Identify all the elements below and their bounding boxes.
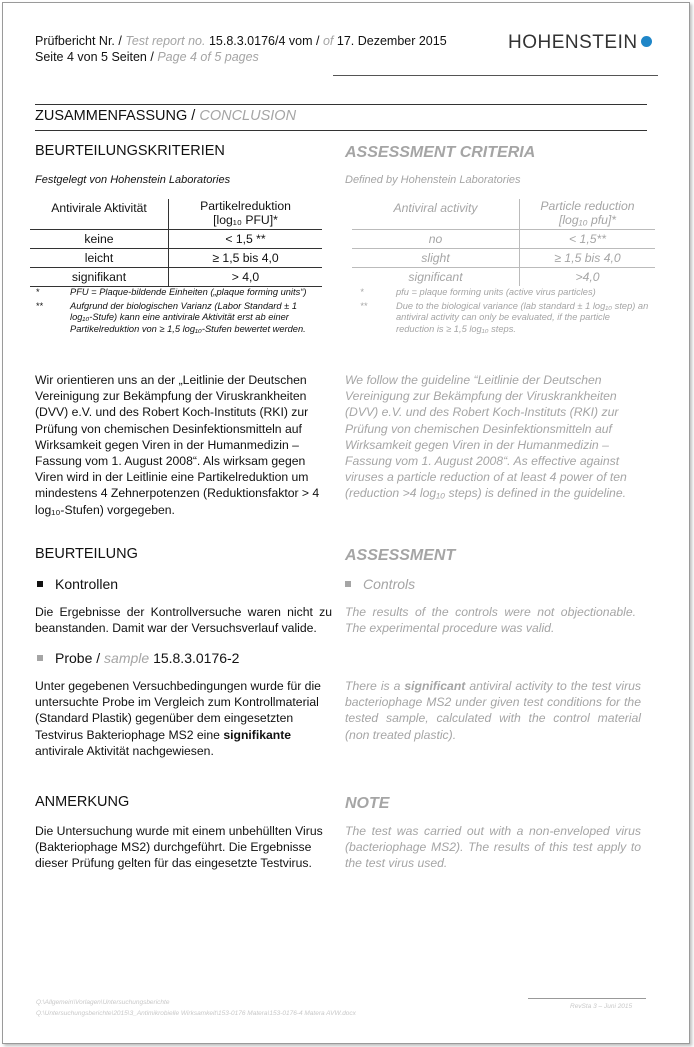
table-cell: < 1,5** [520, 230, 656, 249]
table-cell: leicht [30, 249, 169, 268]
footer-version: RevSta 3 – Juni 2015 [570, 1003, 633, 1010]
date-label-en: of [322, 34, 334, 48]
col-header-reduction [520, 199, 656, 230]
sample-text-de-part2: antivirale Aktivität nachgewiesen. [35, 743, 214, 758]
footnotes-en [360, 287, 650, 335]
sample-text-de-emphasis: signifikante [223, 727, 292, 742]
assessment-heading-de: BEURTEILUNG [35, 546, 138, 562]
col-header-reduction-line2: [log₁₀ PFU]* [213, 213, 278, 227]
sample-number: 15.8.3.0176-2 [153, 650, 240, 666]
footnote [36, 287, 314, 299]
col-header-reduction-line1: Particle reduction [540, 199, 635, 213]
table-cell: keine [30, 230, 169, 249]
table-cell: ≥ 1,5 bis 4,0 [520, 249, 656, 268]
logo-dot-icon [641, 36, 652, 47]
criteria-heading-de: BEURTEILUNGSKRITERIEN [35, 143, 225, 159]
controls-label-en: Controls [363, 576, 416, 592]
controls-subheading-de [37, 576, 118, 592]
table-cell: slight [352, 249, 520, 268]
conclusion-rule-top [35, 104, 647, 105]
footnote-text: PFU = Plaque-bildende Einheiten („plaque forming units“) [70, 287, 307, 297]
table-row [352, 268, 655, 287]
assessment-heading-en: ASSESSMENT [345, 547, 456, 564]
col-header-activity: Antiviral activity [352, 199, 520, 230]
footnote [360, 301, 650, 336]
conclusion-title-de: ZUSAMMENFASSUNG / [35, 108, 196, 124]
bullet-icon [37, 581, 43, 587]
footnote-text: Aufgrund der biologischen Varianz (Labor Standard ± 1 log₁₀-Stufe) kann eine antivirale Aktivität erst ab einer Partikelreduktion von ≥ 1,5 log₁₀-Stufen bewertet werden. [70, 300, 306, 334]
controls-subheading-en [345, 576, 415, 592]
table-cell: >4,0 [575, 270, 600, 284]
header-divider [333, 75, 658, 76]
footer-paths [36, 997, 476, 1019]
sample-label-de: Probe / [55, 650, 101, 666]
report-label-de: Prüfbericht Nr. / [35, 34, 122, 48]
col-header-reduction [169, 199, 323, 230]
conclusion-title [35, 108, 296, 124]
table-cell: > 4,0 [169, 268, 323, 287]
table-cell: ≥ 1,5 bis 4,0 [169, 249, 323, 268]
controls-text-en: The results of the controls were not objectionable. The experimental procedure was valid. [345, 605, 636, 636]
table-row [352, 230, 655, 249]
sample-text-de [35, 678, 325, 759]
report-number: 15.8.3.0176/4 [208, 34, 286, 48]
footnote [360, 287, 650, 299]
bullet-icon [345, 581, 351, 587]
sample-text-en [345, 678, 641, 743]
col-header-activity: Antivirale Aktivität [30, 199, 169, 230]
criteria-subtitle-de: Festgelegt von Hohenstein Laboratories [35, 174, 231, 186]
table-cell: signifikant [30, 268, 169, 287]
controls-label-de: Kontrollen [55, 576, 119, 592]
page-count-line [35, 49, 475, 65]
table-header-row [352, 199, 655, 230]
hohenstein-logo [508, 32, 652, 54]
footer-divider [528, 998, 646, 999]
sample-text-en-emphasis: significant [404, 679, 466, 693]
footnote-mark: * [36, 287, 40, 297]
criteria-heading-en: ASSESSMENT CRITERIA [345, 144, 536, 161]
sample-text-de-part1: Unter gegebenen Versuchbedingungen wurde für die untersuchte Probe im Vergleich zum Kontrollmaterial (Standard Plastik) gegenüber dem eingesetzten Testvirus Bakteriophage MS2 eine [35, 679, 321, 742]
table-cell: significant [352, 268, 520, 287]
table-header-row [30, 199, 322, 230]
footnote-mark: ** [360, 300, 368, 311]
note-heading-en: NOTE [345, 795, 390, 812]
report-label-en: Test report no. [125, 34, 206, 48]
table-row [30, 249, 322, 268]
table-row [30, 268, 322, 287]
report-number-line [35, 33, 475, 49]
note-heading-de: ANMERKUNG [35, 794, 130, 810]
footnote [36, 301, 314, 336]
criteria-table-de [30, 199, 322, 287]
footnote-mark: * [360, 287, 364, 297]
conclusion-rule-bottom [35, 130, 647, 131]
report-header [35, 33, 475, 65]
criteria-table-en [352, 199, 655, 286]
criteria-subtitle-en: Defined by Hohenstein Laboratories [345, 174, 521, 186]
report-date: 17. Dezember 2015 [336, 34, 447, 48]
sample-subheading-de [37, 650, 239, 666]
footer-document-path: Q:\Untersuchungsberichte\2015\3_Antimikrobielle Wirksamkeit\153-0176 Matera\153-0176-4 Matera AVW.docx [36, 1010, 356, 1017]
guideline-paragraph-de: Wir orientieren uns an der „Leitlinie der Deutschen Vereinigung zur Bekämpfung der Viruskrankheiten (DVV) e.V. und des Robert Koch-Instituts (RKI) zur Prüfung von chemischen Desinfektionsmitteln auf Wirksamkeit gegen Viren in der Humanmedizin – Fassung vom 1. August 2008“. Als wirksam gegen Viren wird in der Leitlinie eine Partikelreduktion um mindestens 4 Zehnerpotenzen (Reduktionsfaktor > 4 log₁₀-Stufen) vorgegeben. [35, 373, 320, 517]
page-count-en: Page 4 of 5 pages [157, 50, 259, 64]
sample-text-en-part2: antiviral activity to the test virus bacteriophage MS2 under given test conditions for the tested sample, calculated with the control material (non treated plastic). [345, 679, 642, 742]
table-cell: no [352, 230, 520, 249]
sample-text-en-part1: There is a [345, 679, 401, 693]
table-row [352, 249, 655, 268]
table-row [30, 230, 322, 249]
footnotes-de [36, 287, 314, 335]
footnote-text: pfu = plaque forming units (active virus particles) [396, 287, 596, 297]
col-header-reduction-line2: [log₁₀ pfu]* [558, 213, 617, 227]
sample-label-en: sample [104, 650, 150, 666]
note-text-de: Die Untersuchung wurde mit einem unbehüllten Virus (Bakteriophage MS2) durchgeführt. Die Ergebnisse dieser Prüfung gelten für das eingesetzte Testvirus. [35, 824, 323, 871]
guideline-paragraph-en: We follow the guideline “Leitlinie der Deutschen Vereinigung zur Bekämpfung der Viruskrankheiten (DVV) e.V. und des Robert Koch-Instituts (RKI) zur Prüfung von chemischen Desinfektionsmitteln auf Wirksamkeit gegen Viren in der Humanmedizin – Fassung vom 1. August 2008“. As effective against viruses a particle reduction of at least 4 power of ten (reduction >4 log₁₀ steps) is defined in the guideline. [345, 373, 627, 501]
footnote-text: Due to the biological variance (lab standard ± 1 log₁₀ step) an antiviral activity can only be evaluated, if the particle reduction is ≥ 1,5 log₁₀ steps. [396, 300, 649, 334]
page-count-de: Seite 4 von 5 Seiten / [35, 50, 154, 64]
date-label-de: vom / [288, 34, 320, 48]
col-header-reduction-line1: Partikelreduktion [200, 199, 291, 213]
bullet-icon [37, 655, 43, 661]
footer-template-path: Q:\Allgemein\Vorlagen\Untersuchungsberichte [36, 999, 170, 1006]
conclusion-title-en: CONCLUSION [199, 108, 297, 124]
table-cell: < 1,5 ** [169, 230, 323, 249]
logo-text: HOHENSTEIN [508, 32, 638, 53]
note-text-en: The test was carried out with a non-enveloped virus (bacteriophage MS2). The results of this test apply to the test virus used. [345, 824, 641, 871]
controls-text-de: Die Ergebnisse der Kontrollversuche waren nicht zu beanstanden. Damit war der Versuchsverlauf valide. [35, 605, 332, 636]
footnote-mark: ** [36, 300, 44, 311]
